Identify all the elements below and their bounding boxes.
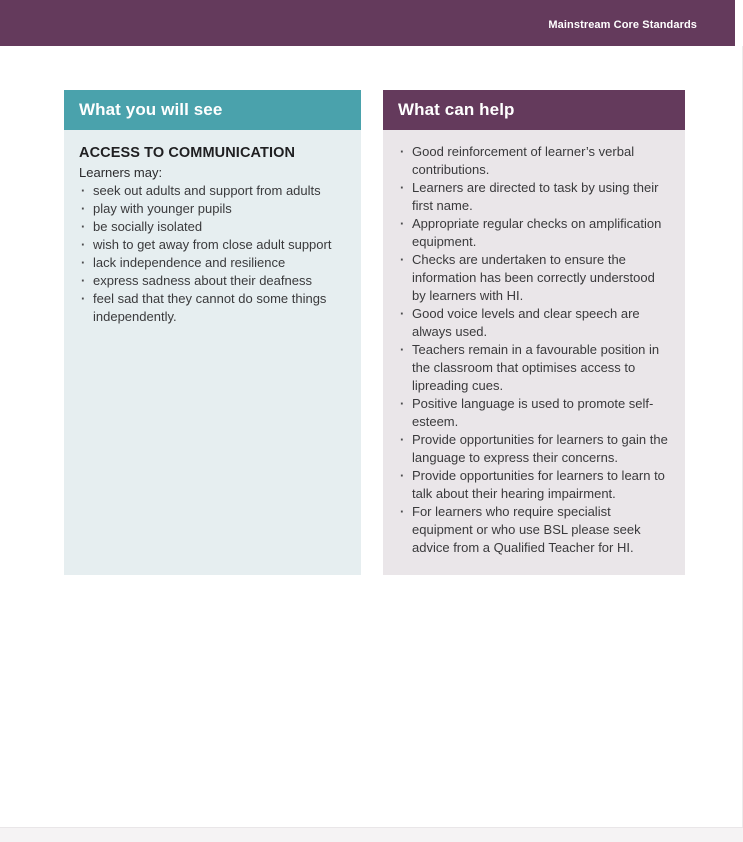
what-you-will-see-body	[64, 130, 361, 575]
what-you-will-see-header	[64, 90, 361, 130]
list-item: · play with younger pupils	[79, 200, 351, 218]
list-item: · Learners are directed to task by using their first name.	[398, 179, 670, 215]
list-item: · Appropriate regular checks on amplification equipment.	[398, 215, 670, 251]
what-can-help-list	[398, 143, 670, 557]
page-bottom-strip	[0, 827, 743, 842]
list-item: · Teachers remain in a favourable position in the classroom that optimises access to lipreading cues.	[398, 341, 670, 395]
top-banner	[0, 0, 735, 46]
what-you-will-see-card	[64, 90, 361, 575]
list-item: · Positive language is used to promote self-esteem.	[398, 395, 670, 431]
list-item: · wish to get away from close adult support	[79, 236, 351, 254]
list-item: · lack independence and resilience	[79, 254, 351, 272]
what-can-help-title: What can help	[398, 100, 515, 119]
list-item: · Checks are undertaken to ensure the information has been correctly understood by learners with HI.	[398, 251, 670, 305]
list-item: · express sadness about their deafness	[79, 272, 351, 290]
learners-may-list	[79, 182, 351, 326]
section-title-access-to-communication: ACCESS TO COMMUNICATION	[79, 145, 296, 161]
what-can-help-body	[383, 130, 685, 575]
list-item: · be socially isolated	[79, 218, 351, 236]
list-item: · feel sad that they cannot do some things independently.	[79, 290, 351, 326]
list-item: · seek out adults and support from adults	[79, 182, 351, 200]
learners-may-label: Learners may:	[79, 165, 163, 180]
list-item: · For learners who require specialist equipment or who use BSL please seek advice from a Qualified Teacher for HI.	[398, 503, 670, 557]
list-item: · Provide opportunities for learners to gain the language to express their concerns.	[398, 431, 670, 467]
what-can-help-header	[383, 90, 685, 130]
list-item: · Good reinforcement of learner’s verbal contributions.	[398, 143, 670, 179]
document-title: Mainstream Core Standards	[548, 19, 697, 31]
what-you-will-see-title: What you will see	[79, 100, 223, 119]
list-item: · Good voice levels and clear speech are always used.	[398, 305, 670, 341]
list-item: · Provide opportunities for learners to learn to talk about their hearing impairment.	[398, 467, 670, 503]
what-can-help-card	[383, 90, 685, 575]
